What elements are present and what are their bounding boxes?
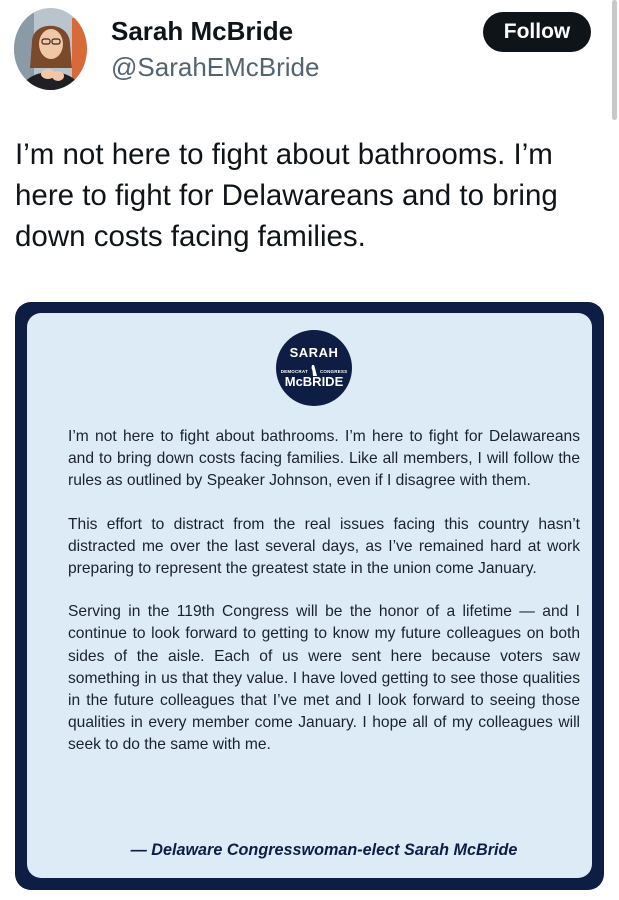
statement-paragraph: Serving in the 119th Congress will be the honor of a lifetime — and I continue to look forward to getting to know my future colleagues on both sides of the aisle. Each of us were sent here because voters saw something in us that they value. I have loved getting to see those qualities in the future colleagues that I’ve met and I look forward to seeing those qualities in every member come January. I hope all of my colleagues will seek to do the same with me. — [68, 603, 580, 754]
tweet-text: I’m not here to fight about bathrooms. I’m here to fight for Delawareans and to bring down costs facing families. — [15, 138, 558, 253]
logo-last-name: McBRIDE — [284, 374, 344, 389]
logo-right-tag: CONGRESS — [319, 368, 348, 374]
avatar[interactable] — [14, 8, 87, 90]
campaign-logo — [276, 330, 352, 406]
logo-left-tag: DEMOCRAT — [280, 368, 308, 374]
statement-body — [68, 426, 580, 778]
scrollbar[interactable] — [612, 0, 617, 120]
avatar-photo — [14, 8, 87, 90]
statement-panel — [27, 313, 592, 878]
author-display-name[interactable]: Sarah McBride — [111, 16, 294, 46]
tweet-media-image[interactable] — [15, 302, 604, 890]
statement-paragraph: I’m not here to fight about bathrooms. I’m here to fight for Delawareans and to bring down costs facing families. Like all members, I will follow the rules as outlined by Speaker Johnson, even if I disagree with them. — [68, 428, 580, 490]
follow-button[interactable]: Follow — [483, 12, 591, 52]
logo-first-name: SARAH — [289, 345, 339, 360]
statement-signature: — Delaware Congresswoman-elect Sarah McBride — [130, 841, 518, 859]
author-handle[interactable]: @SarahEMcBride — [111, 52, 320, 82]
statement-paragraph: This effort to distract from the real issues facing this country hasn’t distracted me over the last several days, as I’ve remained hard at work preparing to represent the greatest state in the union come January. — [68, 515, 580, 578]
